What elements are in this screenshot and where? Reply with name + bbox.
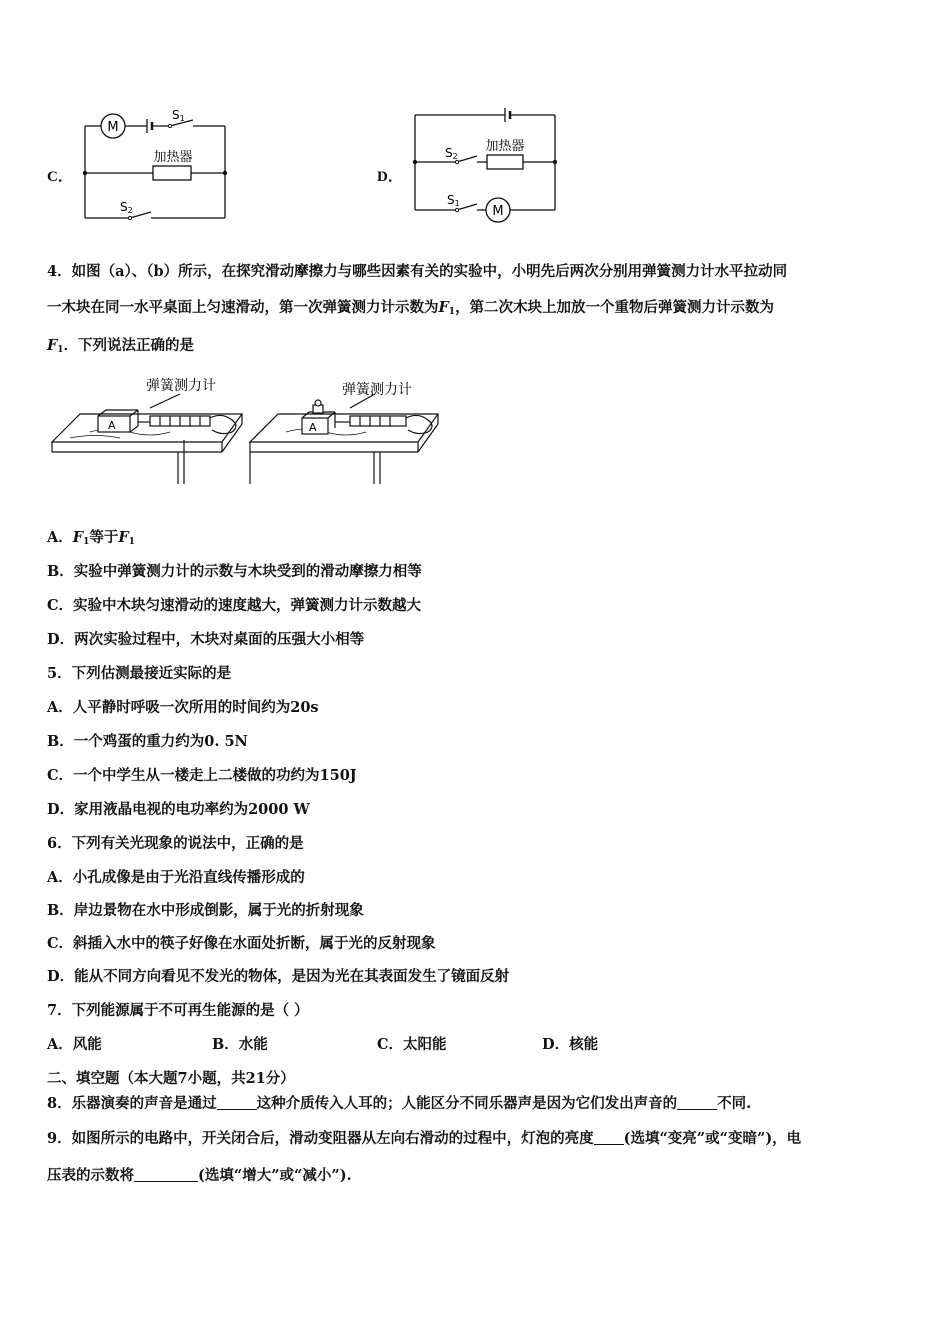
junction-dot [553,160,557,164]
q5-option-a: A．人平静时呼吸一次所用的时间约为20s [47,699,319,716]
block-label-b: A [309,421,317,434]
block-label-a: A [108,419,116,432]
q4-option-b: B．实验中弹簧测力计的示数与木块受到的滑动摩擦力相等 [47,563,422,580]
q5-option-d: D．家用液晶电视的电功率约为2000 W [47,801,310,818]
answer-blank[interactable] [134,1167,198,1182]
motor-symbol: M [107,120,119,135]
q6-stem: 6．下列有关光现象的说法中，正确的是 [47,835,304,852]
q4-option-d: D．两次实验过程中，木块对桌面的压强大小相等 [47,631,365,648]
section-title: 二、填空题（本大题7小题，共21分） [47,1070,295,1087]
q7-option-a: A．风能 [47,1036,102,1053]
q6-option-b: B．岸边景物在水中形成倒影，属于光的折射现象 [47,902,364,919]
option-c-label: C． [47,169,73,185]
q4-stem-line2: 一木块在同一水平桌面上匀速滑动，第一次弹簧测力计示数为$F_1$，第二次木块上加放一个重物后弹簧测力计示数为 [47,299,775,317]
switch-s2-label: S2 [445,146,458,161]
junction-dot [223,171,227,175]
spring-scale-label-a: 弹簧测力计 [146,378,216,394]
q4-option-c: C．实验中木块匀速滑动的速度越大，弹簧测力计示数越大 [47,597,422,614]
option-d-label: D． [377,169,403,185]
q6-option-c: C．斜插入水中的筷子好像在水面处折断，属于光的反射现象 [47,935,436,952]
junction-dot [413,160,417,164]
switch-s1-label: S1 [172,108,185,123]
q9-text-line2: 压表的示数将 (选填“增大”或“减小”). [47,1167,352,1184]
q7-option-c: C．太阳能 [377,1036,447,1053]
q5-option-c: C．一个中学生从一楼走上二楼做的功约为150J [47,767,357,784]
q6-option-a: A．小孔成像是由于光沿直线传播形成的 [47,869,305,886]
junction-dot [83,171,87,175]
q7-stem: 7．下列能源属于不可再生能源的是（ ） [47,1002,309,1019]
answer-blank[interactable] [677,1095,717,1110]
answer-blank[interactable] [594,1130,624,1145]
heater-label: 加热器 [485,139,525,154]
circuit-diagram-d [405,100,565,225]
q7-option-b: B．水能 [212,1036,268,1053]
answer-blank[interactable] [217,1095,257,1110]
switch-s1-label: S1 [447,193,460,208]
q8-text: 8．乐器演奏的声音是通过 这种介质传入人耳的；人能区分不同乐器声是因为它们发出声音的 不同. [47,1095,752,1112]
switch-s2-label: S2 [120,200,133,215]
q6-option-d: D．能从不同方向看见不发光的物体，是因为光在其表面发生了镜面反射 [47,968,510,985]
q4-stem-line1: 4．如图（a）、（b）所示，在探究滑动摩擦力与哪些因素有关的实验中，小明先后两次分别用弹簧测力计水平拉动同 [47,263,788,280]
motor-symbol: M [492,204,504,219]
q7-option-d: D．核能 [542,1036,599,1053]
circuit-diagram-c [75,100,235,225]
spring-scale-label-b: 弹簧测力计 [342,382,412,398]
q4-option-a: A．$F_1$等于$F_1$ [47,529,135,547]
q9-text-line1: 9．如图所示的电路中，开关闭合后，滑动变阻器从左向右滑动的过程中，灯泡的亮度 (选填“变亮”或“变暗”)，电 [47,1130,802,1147]
q4-stem-line3: $F_1$．下列说法正确的是 [47,337,195,355]
heater-label: 加热器 [153,150,193,165]
q5-option-b: B．一个鸡蛋的重力约为0. 5N [47,733,248,750]
q5-stem: 5．下列估测最接近实际的是 [47,665,232,682]
friction-experiment-figure [50,372,450,492]
